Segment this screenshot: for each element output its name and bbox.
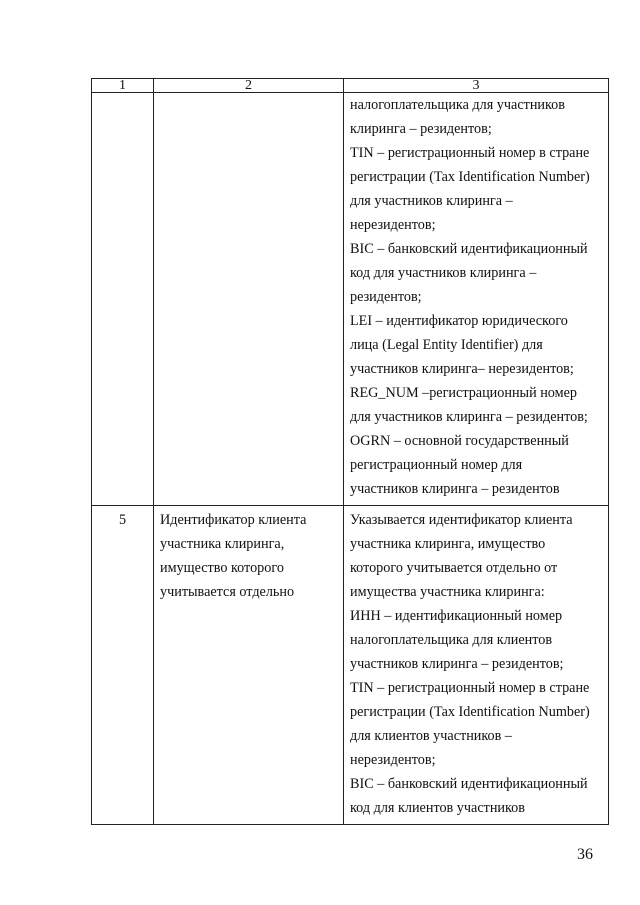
description-line: для участников клиринга – резидентов; bbox=[350, 409, 588, 425]
description-line: участников клиринга – резидентов bbox=[350, 481, 560, 497]
name-line: Идентификатор клиента bbox=[160, 512, 307, 528]
description-line: OGRN – основной государственный bbox=[350, 433, 569, 449]
description-line: ИНН – идентификационный номер bbox=[350, 608, 563, 624]
table-row-5 bbox=[92, 506, 609, 825]
name-line: участника клиринга, bbox=[160, 536, 285, 552]
header-cell-2: 2 bbox=[154, 79, 344, 93]
description-line: для участников клиринга – bbox=[350, 193, 513, 209]
description-line: BIC – банковский идентификационный bbox=[350, 241, 588, 257]
document-table bbox=[91, 78, 609, 825]
description-line: регистрационный номер для bbox=[350, 457, 523, 473]
description-line: налогоплательщика для участников bbox=[350, 97, 565, 113]
description-line: REG_NUM –регистрационный номер bbox=[350, 385, 577, 401]
description-line: участников клиринга– нерезидентов; bbox=[350, 361, 574, 377]
header-cell-1: 1 bbox=[92, 79, 154, 93]
row-description-cell bbox=[344, 506, 609, 825]
description-line: резидентов; bbox=[350, 289, 422, 305]
row-description-cell bbox=[344, 93, 609, 506]
table-row-continued bbox=[92, 93, 609, 506]
row-number-cell: 5 bbox=[92, 506, 154, 825]
description-line: участника клиринга, имущество bbox=[350, 536, 546, 552]
description-line: лица (Legal Entity Identifier) для bbox=[350, 337, 543, 353]
row-number-cell bbox=[92, 93, 154, 506]
table-header-row bbox=[92, 79, 609, 93]
description-line: клиринга – резидентов; bbox=[350, 121, 492, 137]
description-line: нерезидентов; bbox=[350, 752, 436, 768]
name-line: имущество которого bbox=[160, 560, 284, 576]
description-line: код для клиентов участников bbox=[350, 800, 525, 816]
description-line: для клиентов участников – bbox=[350, 728, 512, 744]
page-number: 36 bbox=[577, 846, 593, 863]
description-line: регистрации (Tax Identification Number) bbox=[350, 169, 590, 185]
description-line: TIN – регистрационный номер в стране bbox=[350, 680, 590, 696]
description-line: BIC – банковский идентификационный bbox=[350, 776, 588, 792]
row-name-cell bbox=[154, 506, 344, 825]
description-line: налогоплательщика для клиентов bbox=[350, 632, 553, 648]
description-line: имущества участника клиринга: bbox=[350, 584, 545, 600]
name-line: учитывается отдельно bbox=[160, 584, 295, 600]
description-line: TIN – регистрационный номер в стране bbox=[350, 145, 590, 161]
row-name-cell bbox=[154, 93, 344, 506]
description-line: Указывается идентификатор клиента bbox=[350, 512, 573, 528]
header-cell-3: 3 bbox=[344, 79, 609, 93]
description-line: код для участников клиринга – bbox=[350, 265, 537, 281]
description-line: нерезидентов; bbox=[350, 217, 436, 233]
description-line: регистрации (Tax Identification Number) bbox=[350, 704, 590, 720]
description-line: LEI – идентификатор юридического bbox=[350, 313, 568, 329]
description-line: участников клиринга – резидентов; bbox=[350, 656, 564, 672]
description-line: которого учитывается отдельно от bbox=[350, 560, 558, 576]
